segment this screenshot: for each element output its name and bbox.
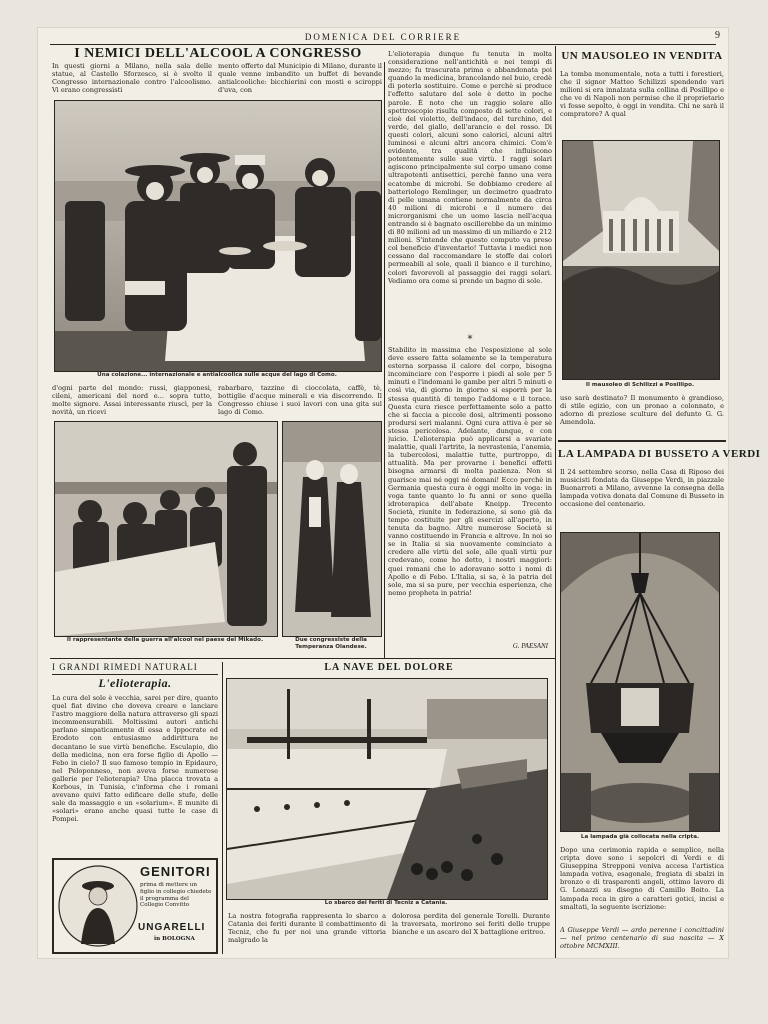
collegio-advert: [52, 858, 218, 954]
article-signature: G. PAESANI: [512, 642, 548, 650]
advert-title: GENITORI: [140, 864, 211, 879]
lamp-headline: LA LAMPADA DI BUSSETO A VERDI: [558, 448, 761, 460]
ship-photo-caption: Lo sbarco dei feriti di Tecniz a Catania.: [324, 900, 448, 906]
photo-hospital-ship: [226, 678, 548, 900]
advert-body: prima di mettere un figlio in collegio chiedete il programma del Collegio Convitto: [140, 882, 212, 909]
remedies-kicker: I GRANDI RIMEDI NATURALI: [52, 662, 198, 672]
heliotherapy-intro: L'elioterapia dunque fu tenuta in molta considerazione nell'antichità e nei tempi di mezzo; fu trascurata prima e abbandonata poi quando la medicina, brancolando nel buio, credè di poterla sostituire. Come e perchè si produce l'effetto salutare del sole è detto in poche parole. È noto che un raggio solare allo spettroscopio risulta composto di sette colori, e cioè del violetto, dell'indaco, del turchino, del verde, del giallo, dell'arancio e del rosso. Di questi colori, alcuni sono caloricí, alcuni altri luminosi e alcuni altri ancora chimici. Com'è evidente, tra qualità che influiscono potentemente sulle sue virtù. I raggi solari agiscono principalmente sul corpo umano come ultrapotenti antisettici, perchè fanno una vera ecatombe di microbi. Se dobbiamo credere al batteriologo Remlinger, un decimetro quadrato di pelle umana contiene normalmente da circa 40 milioni di microbi e il numero dei microrganismi che un uomo lascia nell'acqua entrando si è bagnato oscillerebbe da un minimo di 80 milioni ad un massimo di un miliardo e 212 milioni. S'intende che questo computo va preso col beneficio d'inventario! Tuttavia i medici non cessano dal raccomandare le stoffe dai colori permeabili al sole, quali il bianco e il turchino, colori favorevoli al passaggio dei raggi solari. Vediamo ora come si prende un bagno di sole.: [388, 50, 552, 285]
top-rule: [50, 44, 716, 45]
photo-japanese-delegate: [54, 421, 278, 637]
lamp-text2: Dopo una cerimonia rapida e semplice, nella cripta dove sono i sepolcri di Verdi e di Giuseppina Strepponi veniva accesa l'artistica lampada votiva, esagonale, fregiata di sbalzi in bronzo e di trasparenti angeli, ottimo lavoro di G. Lonazzi su disegno di Camillo Boito. La lampada reca in giro a caratteri gotici, incisi e smaltati, la seguente iscrizione:: [560, 846, 724, 911]
photo-votive-lamp: [560, 532, 720, 832]
remedies-rule: [52, 674, 218, 675]
photo-dutch-delegates-art: [283, 422, 381, 636]
photo-japanese-delegate-art: [55, 422, 277, 636]
heliotherapy-middle: Stabilito in massima che l'esposizione al sole deve essere fatta solamente se la temperatura esterna sorpassa il calore del corpo, bisogna incominciare con l'esporre i piedi al sole per 5 minuti e l'indomani le gambe per altri 5 minuti e così via, di giorno in giorno si esporrà per la stessa quantità di tempo l'addome e il torace. Questa cura riesce perfettamente solo a patto che si faccia a piccole dosi, altrimenti possono prodursi seri malanni. Ogni cura attiva è per sè stessa pericolosa. Adelante, dunque, e con juicio. L'elioterapia può applicarsi a svariate malattie, quali l'artrite, la nevrastenia, l'anemia, la tubercolosi, malattie tutte, purtroppo, di attualità. Ma per provarne i benefici effetti bisogna armarsi di molta pazienza. Non si guarisce mai né oggi né domani! Ecco perchè in Germania questa cura è oggi molto in voga: in voga tante quanto lo fu anni or sono quella idroterapica dell'abate Kneipp. Trecento Società, riunite in federazione, si sono già da tempo costituite per gli esercizi all'aperto, in tenuta da bagno. Altre numerose Società si vanno costituendo in Francia e altrove. In noi so se in Italia si sia nuovamente cominciato a credere alle virtù del sole, alle quali virtù pur credevano, come ho detto, i nostri maggiori: quei romani che lo adoravano sotto i nomi di Apollo e di Febo. L'Italia, si sa, è la patria del sole, ma si sa pure, per vecchia esperienza, che nemo propheta in patria!: [388, 346, 552, 597]
column-rule-right: [555, 46, 556, 958]
ship-col2: dolorosa perdita del generale Torelli. Durante la traversata, morirono sei feriti delle truppe bianche e un ascaro del X battaglione eritreo.: [392, 912, 550, 937]
page-number: 9: [715, 30, 720, 41]
lamp-caption: La lampada già collocata nella cripta.: [580, 834, 700, 840]
alcohol-headline: I NEMICI DELL'ALCOOL A CONGRESSO: [74, 46, 362, 61]
ship-headline: LA NAVE DEL DOLORE: [324, 662, 454, 673]
mausoleum-headline: UN MAUSOLEO IN VENDITA: [561, 50, 723, 62]
advert-city: in BOLOGNA: [154, 936, 195, 942]
lamp-inscription: A Giuseppe Verdi — ardo perenne i concittadini — nel primo centenario di sua nascita — X ottobre MCMXIII.: [560, 926, 724, 951]
column-rule-ship: [222, 662, 223, 954]
japanese-delegate-caption: Il rappresentante della guerra all'alcool nel paese del Mikado.: [66, 637, 264, 643]
running-title: DOMENICA DEL CORRIERE: [304, 32, 462, 42]
section-rule: [50, 658, 555, 659]
remedies-title: L'elioterapia.: [98, 676, 172, 690]
lamp-text: Il 24 settembre scorso, nella Casa di Riposo dei musicisti fondata da Giuseppe Verdi, in piazzale Buonarroti a Milano, avvenne la consegna della lampada votiva donata dal Comune di Busseto in occasione del centenario.: [560, 468, 724, 509]
alcohol-col1: In questi giorni a Milano, nella sala delle statue, al Castello Sforzesco, si è svolto il Congresso internazionale contro l'alcoolismo. Vi erano congressisti: [52, 62, 212, 95]
photo-mausoleum: [562, 140, 720, 380]
advert-name: UNGARELLI: [138, 922, 206, 933]
newspaper-page: [38, 28, 761, 958]
photo-hospital-ship-art: [227, 679, 547, 899]
mausoleum-text2: uso sarà destinato? Il monumento è grandioso, di stile egizio, con un pronao a colonnato, e adorno di preziose sculture del defunto G. G. Amendola.: [560, 394, 724, 427]
alcohol-col2: mento offerto dal Municipio di Milano, durante il quale venne imbandito un buffet di bevande antialcooliche: bicchierini con mosti e sciroppi d'uva, con: [218, 62, 382, 95]
photo-lake-luncheon-art: [55, 101, 381, 371]
ship-col1: La nostra fotografia rappresenta lo sbarco a Catania dei feriti durante il combattimento di Tecniz, che fu per noi una grande vittoria malgrado la: [228, 912, 386, 945]
dutch-delegates-caption: Due congressiste della Temperanza Olandese.: [295, 637, 367, 650]
alcohol-lower1: d'ogni parte del mondo: russi, giapponesi, cileni, americani del nord e... sopra tutto, molte signore. Assai interessante riuscì, per la novità, un ricevi: [52, 384, 212, 417]
alcohol-lower2: rabarbaro, tazzine di cioccolata, caffè, tè, bottiglie d'acque minerali e via discorrendo. Il Congresso chiuse i suoi lavori con una gita sul lago di Como.: [218, 384, 382, 417]
column-rule-middle: [384, 62, 385, 658]
photo-lake-luncheon: [54, 100, 382, 372]
photo-mausoleum-art: [563, 141, 719, 379]
remedies-text: La cura del sole è vecchia, sarei per dire, quanto quel fiat divino che doveva creare e lanciare l'astro maggiore della natura attraverso gli spazi incommensurabili. Moltissimi autori antichi parlano simpaticamente di essa e Ippocrate ed Erodoto con entusiasmo addirittura ne decantano le sue virtù benefiche. Esculapio, dio della medicina, non era forse figlio di Apollo — Febo in cielo? Il suo famoso tempio in Epidauro, nel Peloponneso, non aveva forse numerose gallerie per l'elioterapia? Una placca trovata a Korbous, in Tunisia, c'informa che i romani avevano quivi fatto edificare delle stufe, delle sale da massaggio e un «solarium». E munite di «solari» erano anche quasi tutte le case di Pompei.: [52, 694, 218, 824]
photo-votive-lamp-art: [561, 533, 719, 831]
section-asterisk: *: [467, 334, 473, 345]
alcohol-photo-caption: Una colazione... internazionale e antialcoolica sulle acque del lago di Como.: [97, 372, 337, 378]
photo-dutch-delegates: [282, 421, 382, 637]
mausoleum-text: La tomba monumentale, nota a tutti i forestieri, che il signor Matteo Schilizzi spendendo vari milioni si era innalzata sulla collina di Posillipo e che ve di Napoli non permise che il proprietario vi fosse sepolto, è oggi in vendita. Chi ne sarà il compratore? A qual: [560, 70, 724, 119]
mausoleum-caption: Il mausoleo di Schilizzi a Posillipo.: [585, 382, 695, 388]
advert-child-portrait: [57, 864, 139, 948]
lamp-top-rule: [558, 440, 726, 442]
